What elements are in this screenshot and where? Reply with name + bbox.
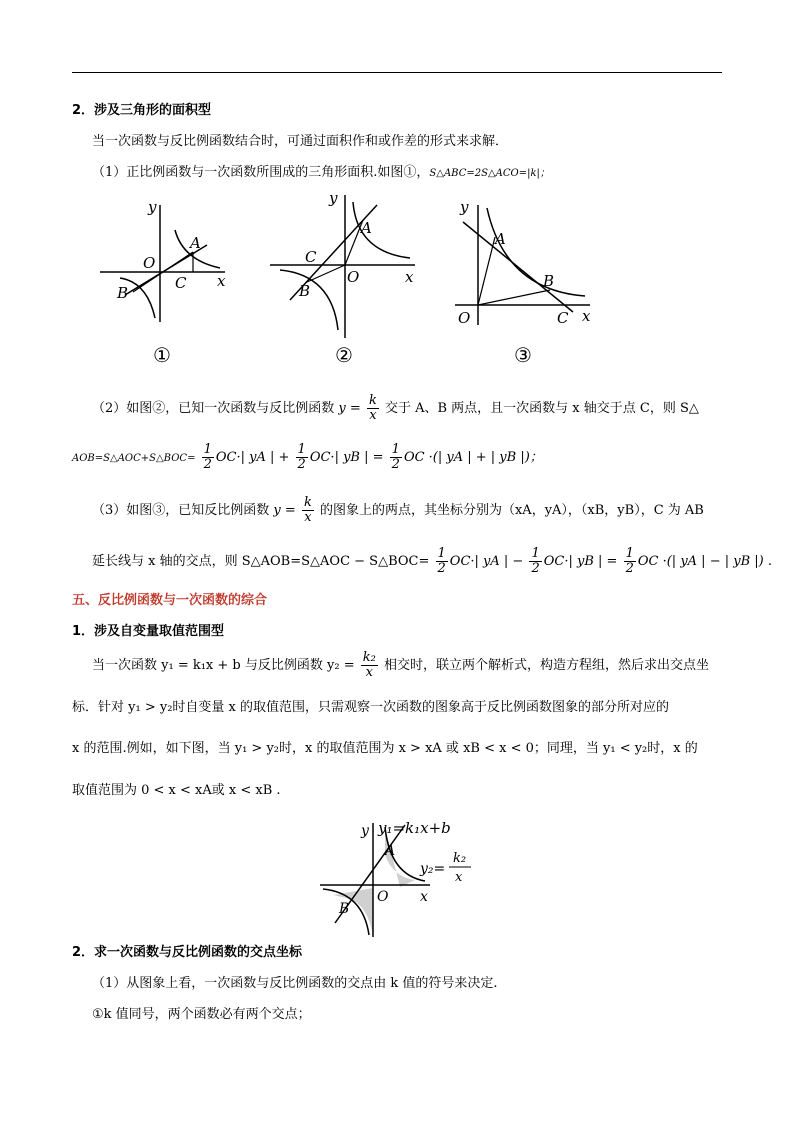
- half-frac-5: [529, 547, 541, 576]
- item-2-line-2: [72, 440, 722, 476]
- item-3-line2-prefix: 延长线与 x 轴的交点，则 S△AOB=S△AOC − S△BOC=: [92, 554, 430, 569]
- fig4-curve-label: y₂=: [420, 861, 446, 877]
- fig3-label-c: C: [557, 309, 569, 327]
- fig1-number: ①: [153, 343, 171, 367]
- item-2-term-2: OC·| yB | =: [309, 450, 384, 465]
- fig4-curve-den: x: [455, 870, 463, 885]
- section-2-heading: [72, 101, 722, 121]
- frac-num: 1: [203, 442, 212, 457]
- frac-den: x: [365, 665, 373, 680]
- frac-num: 1: [391, 442, 400, 457]
- fig2-label-a: A: [361, 219, 372, 237]
- half-frac-1: [202, 443, 214, 472]
- item-2-eq-lhs: y =: [338, 401, 361, 416]
- frac-den: 2: [531, 561, 540, 576]
- fig4-label-a: A: [385, 843, 396, 859]
- sub-1-fraction: [361, 651, 378, 680]
- figure-2: [270, 190, 415, 367]
- fig2-label-c: C: [305, 248, 317, 266]
- fig4-label-x: x: [420, 889, 428, 905]
- fig3-label-y: y: [460, 198, 469, 216]
- frac-den: x: [304, 510, 312, 525]
- frac-den: 2: [437, 561, 446, 576]
- fig4-line-label: y₁=k₁x+b: [378, 819, 451, 837]
- item-2-term-3: OC ·(| yA | + | yB |)；: [403, 450, 543, 465]
- figure-3: [455, 198, 591, 367]
- sub-2-title: 求一次函数与反比例函数的交点坐标: [94, 945, 303, 960]
- figure-1: [100, 198, 226, 367]
- item-2-line2-prefix: AOB=S△AOC+S△BOC=: [72, 453, 196, 464]
- fig4-label-y: y: [361, 823, 369, 839]
- sub-1-para-line-3: x 的范围.例如，如下图，当 y₁ > y₂时，x 的取值范围为 x > xA 或 xB < x < 0；同理，当 y₁ < y₂时，x 的: [72, 741, 698, 756]
- sub-1-p1b: 相交时，联立两个解析式，构造方程组，然后求出交点坐: [383, 658, 709, 673]
- sub-1-title: 涉及自变量取值范围型: [94, 624, 225, 639]
- item-3-fraction: [302, 496, 314, 525]
- frac-den: 2: [297, 457, 306, 472]
- fig2-label-o: O: [347, 268, 360, 286]
- sub-2-number: 2．: [72, 945, 95, 960]
- fig2-label-b: B: [299, 282, 311, 300]
- figure-4: [315, 815, 490, 940]
- frac-den: 2: [625, 561, 634, 576]
- fig3-label-o: O: [458, 309, 471, 327]
- sub-1-heading: [72, 622, 722, 642]
- sub-1-para-line-4: 取值范围为 0 < x < xA或 x < xB .: [72, 783, 281, 798]
- sub-2-heading: [72, 943, 722, 963]
- sub-1-p1a: 当一次函数 y₁ = k₁x + b 与反比例函数 y₂ =: [92, 658, 355, 673]
- half-frac-4: [436, 547, 448, 576]
- fig2-label-y: y: [329, 190, 338, 207]
- fig3-label-a: A: [495, 230, 506, 248]
- item-2-fraction: [367, 394, 379, 423]
- sub-2-para-1: （1）从图象上看，一次函数与反比例函数的交点由 k 值的符号来决定.: [92, 976, 498, 991]
- fig1-label-c: C: [175, 274, 187, 292]
- fig3-number: ③: [514, 343, 532, 367]
- fig4-label-b: B: [339, 901, 350, 917]
- section-number: 2．: [72, 103, 95, 118]
- frac-num: 1: [625, 546, 634, 561]
- item-1-text: [92, 163, 722, 184]
- frac-den: 2: [391, 457, 400, 472]
- item-3-lead: （3）如图③，已知反比例函数: [92, 503, 270, 518]
- sub-1-number: 1．: [72, 624, 95, 639]
- frac-num: k₂: [362, 650, 376, 665]
- fig1-label-y: y: [148, 198, 157, 216]
- item-2-tail: 交于 A、B 两点，且一次函数与 x 轴交于点 C，则 S△: [384, 401, 699, 416]
- half-frac-2: [296, 443, 308, 472]
- item-3-eq-lhs: y =: [273, 503, 296, 518]
- fig4-curve-num: k₂: [453, 851, 467, 866]
- item-3-tail: 的图象上的两点，其坐标分别为（xA，yA），（xB，yB），C 为 AB: [319, 503, 704, 518]
- frac-num: k: [368, 393, 377, 408]
- fig2-number: ②: [335, 343, 353, 367]
- half-frac-6: [624, 547, 636, 576]
- item-1-formula: S△ABC=2S△ACO=|k|；: [429, 168, 550, 179]
- frac-den: x: [369, 408, 377, 423]
- fig2-label-x: x: [405, 268, 414, 286]
- frac-den: 2: [203, 457, 212, 472]
- fig3-label-b: B: [543, 272, 555, 290]
- item-2-line-1: [92, 391, 722, 427]
- sub-1-para-line-1: [92, 648, 722, 684]
- sub-2-para-2: ①k 值同号，两个函数必有两个交点；: [92, 1007, 311, 1022]
- frac-num: 1: [437, 546, 446, 561]
- fig1-label-b: B: [117, 284, 129, 302]
- section-2-intro: 当一次函数与反比例函数结合时，可通过面积作和或作差的形式来求解．: [92, 134, 509, 149]
- fig3-label-x: x: [582, 307, 591, 325]
- item-2-lead: （2）如图②，已知一次函数与反比例函数: [92, 401, 335, 416]
- item-3-line-2: [92, 544, 772, 580]
- item-2-term-1: OC·| yA | +: [215, 450, 290, 465]
- frac-num: 1: [531, 546, 540, 561]
- item-1-lead: （1）正比例函数与一次函数所围成的三角形面积.如图①，: [92, 165, 430, 180]
- item-3-term-3: OC ·(| yA | − | yB |) .: [637, 554, 772, 569]
- fig1-label-x: x: [217, 272, 226, 290]
- frac-num: 1: [297, 442, 306, 457]
- item-3-term-2: OC·| yB | =: [543, 554, 618, 569]
- half-frac-3: [390, 443, 402, 472]
- fig1-label-a: A: [190, 234, 201, 252]
- section-title: 涉及三角形的面积型: [94, 103, 212, 118]
- fig1-label-o: O: [143, 254, 156, 272]
- fig4-label-o: O: [377, 889, 389, 905]
- section-5-heading: 五、反比例函数与一次函数的综合: [72, 593, 268, 608]
- item-3-line-1: [92, 493, 722, 529]
- figures-row: [95, 190, 615, 370]
- item-3-term-1: OC·| yA | −: [449, 554, 524, 569]
- frac-num: k: [303, 495, 312, 510]
- header-rule: [72, 72, 722, 73]
- sub-1-para-line-2: 标．针对 y₁ > y₂时自变量 x 的取值范围，只需观察一次函数的图象高于反比例函数图象的部分所对应的: [72, 700, 669, 715]
